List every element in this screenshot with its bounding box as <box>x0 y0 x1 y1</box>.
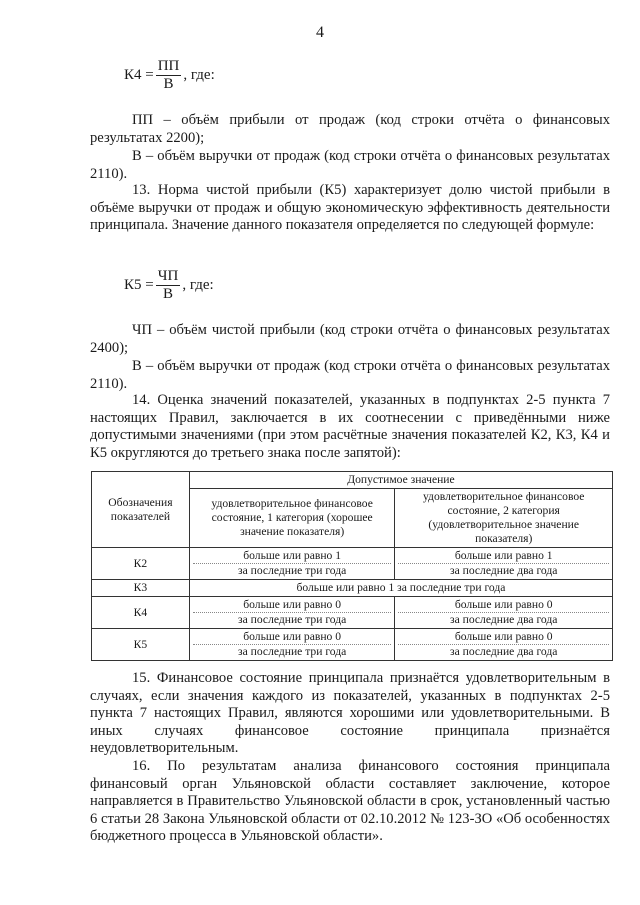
formula-k4-denominator: В <box>163 76 174 92</box>
row-cat2-value-line2: за последние два года <box>450 645 558 658</box>
row-cat1-value <box>189 629 395 661</box>
table-row <box>92 548 613 580</box>
table-row <box>92 629 613 661</box>
formula-k4-suffix: , где: <box>183 67 215 83</box>
formula-k4-fraction <box>156 58 182 93</box>
paragraph-15: 15. Финансовое состояние принципала признаётся удовлетворительным в случаях, если значения каждого из показателей, указанных в подпунктах 2-5 пункта 7 настоящих Правил, являются хорошими или удовлетворительными. В иных случаях финансовое состояние принципала признаётся неудовлетворительным. <box>90 670 610 757</box>
row-merged-value: больше или равно 1 за последние три года <box>189 580 612 597</box>
formula-k5-lhs: К5 = <box>124 277 154 293</box>
row-cat1-value-line2: за последние три года <box>238 613 347 626</box>
formula-k5-fraction <box>156 268 181 303</box>
row-cat2-value <box>395 597 613 629</box>
row-indicator: К2 <box>92 548 190 580</box>
row-cat1-value-line1: больше или равно 0 <box>193 598 392 613</box>
row-cat1-value-line2: за последние три года <box>238 564 347 577</box>
formula-k5-numerator: ЧП <box>157 268 179 284</box>
row-cat2-value <box>395 629 613 661</box>
paragraph-pp-definition: ПП – объём прибыли от продаж (код строки отчёта о финансовых результатах 2200); <box>90 112 610 146</box>
row-cat2-value-line1: больше или равно 0 <box>398 630 609 645</box>
row-cat2-value-line1: больше или равно 0 <box>398 598 609 613</box>
page-number: 4 <box>316 24 324 41</box>
paragraph-16: 16. По результатам анализа финансового состояния принципала финансовый орган Ульяновской области составляет заключение, которое направляется в Правительство Ульяновской области в срок, установленный частью 6 статьи 28 Закона Ульяновской области от 02.10.2012 № 123-ЗО «Об особенностях бюджетного процесса в Ульяновской области». <box>90 758 610 845</box>
paragraph-v-definition-1: В – объём выручки от продаж (код строки отчёта о финансовых результатах 2110). <box>90 148 610 182</box>
formula-k5-denominator: В <box>163 286 174 302</box>
row-indicator: К5 <box>92 629 190 661</box>
allowed-values-table <box>91 471 613 661</box>
formula-k4-numerator: ПП <box>157 58 180 74</box>
formula-k4-lhs: К4 = <box>124 67 154 83</box>
row-cat2-value-line1: больше или равно 1 <box>398 549 609 564</box>
row-cat1-value-line1: больше или равно 0 <box>193 630 392 645</box>
header-indicators: Обозначения показателей <box>92 472 190 548</box>
row-cat2-value <box>395 548 613 580</box>
table-header-row <box>92 472 613 489</box>
row-cat1-value-line2: за последние три года <box>238 645 347 658</box>
header-allowed-value: Допустимое значение <box>189 472 612 489</box>
formula-k5-suffix: , где: <box>182 277 214 293</box>
table-row <box>92 597 613 629</box>
formula-k4 <box>124 58 215 93</box>
paragraph-14: 14. Оценка значений показателей, указанных в подпунктах 2-5 пункта 7 настоящих Правил, заключается в их соотнесении с приведёнными ниже допустимыми значениями (при этом расчётные значения показателей К2, К3, К4 и К5 округляются до третьего знака после запятой): <box>90 392 610 461</box>
row-cat1-value-line1: больше или равно 1 <box>193 549 392 564</box>
paragraph-chp-definition: ЧП – объём чистой прибыли (код строки отчёта о финансовых результатах 2400); <box>90 322 610 356</box>
table-row <box>92 580 613 597</box>
row-cat2-value-line2: за последние два года <box>450 613 558 626</box>
paragraph-13: 13. Норма чистой прибыли (К5) характеризует долю чистой прибыли в объёме выручки от продаж и общую экономическую эффективность деятельности принципала. Значение данного показателя определяется по следующей формуле: <box>90 182 610 234</box>
row-cat1-value <box>189 548 395 580</box>
header-category-1: удовлетворительное финансовое состояние, 1 категория (хорошее значение показателя) <box>189 489 395 548</box>
row-indicator: К3 <box>92 580 190 597</box>
paragraph-v-definition-2: В – объём выручки от продаж (код строки отчёта о финансовых результатах 2110). <box>90 358 610 392</box>
row-cat2-value-line2: за последние два года <box>450 564 558 577</box>
header-category-2: удовлетворительное финансовое состояние, 2 категория (удовлетворительное значение показателя) <box>395 489 613 548</box>
row-indicator: К4 <box>92 597 190 629</box>
formula-k5 <box>124 268 214 303</box>
row-cat1-value <box>189 597 395 629</box>
